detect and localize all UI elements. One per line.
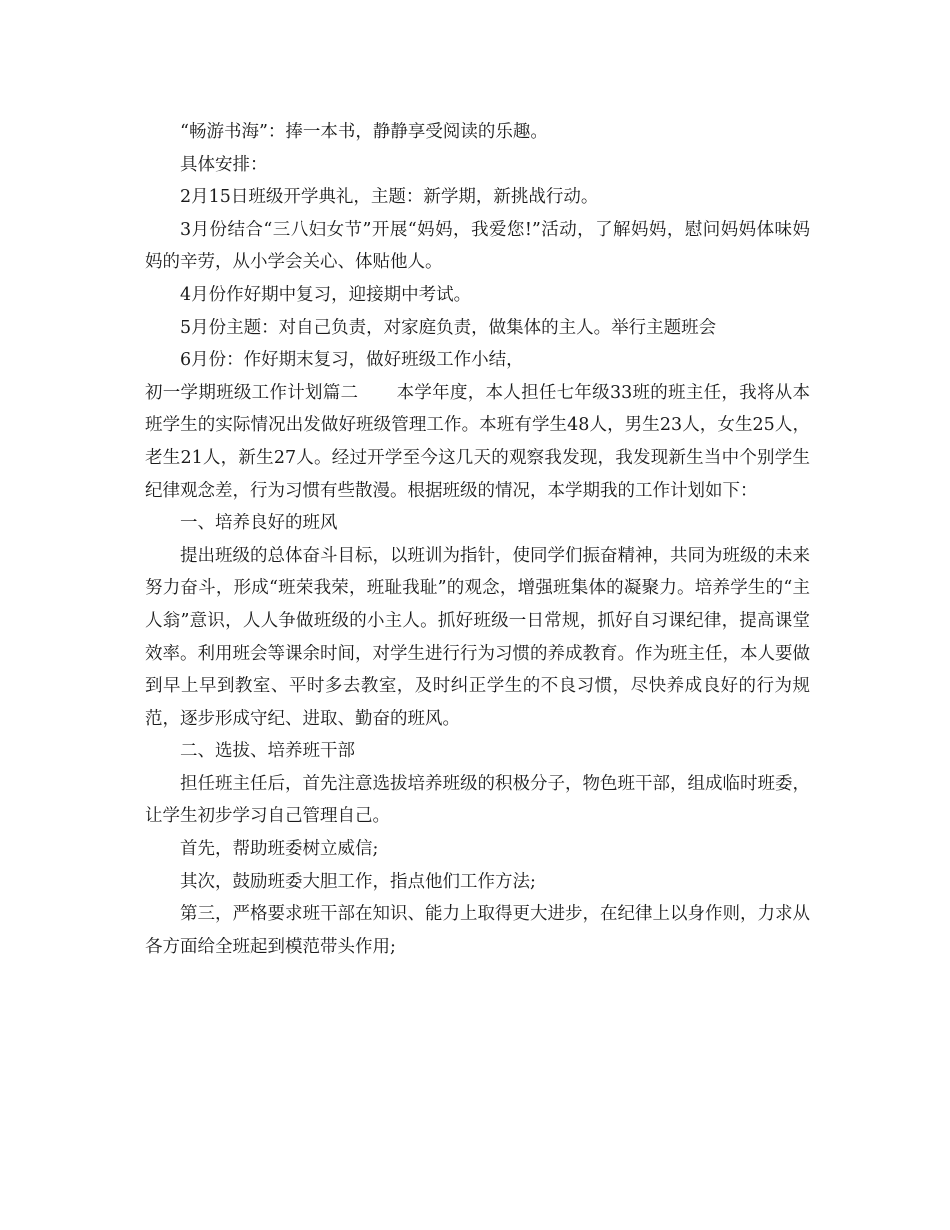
paragraph-april: 4月份作好期中复习，迎接期中考试。 [180,284,472,305]
heading-class-style: 一、培养良好的班风 [180,513,338,534]
section-title: 初一学期班级工作计划篇二 [145,382,359,403]
paragraph-first: 首先，帮助班委树立威信; [180,839,379,860]
paragraph-may: 5月份主题：对自己负责，对家庭负责，做集体的主人。举行主题班会 [180,317,717,338]
paragraph-third: 第三，严格要求班干部在知识、能力上取得更大进步，在纪律上以身作则，力求从各方面给全班起到模范带头作用; [145,904,810,957]
paragraph-june: 6月份：作好期末复习，做好班级工作小结， [180,350,524,371]
paragraph-february: 2月15日班级开学典礼，主题：新学期，新挑战行动。 [180,187,599,208]
paragraph-schedule-heading: 具体安排： [180,154,268,175]
paragraph-class-cadres: 担任班主任后，首先注意选拔培养班级的积极分子，物色班干部，组成临时班委，让学生初步学习自己管理自己。 [145,773,810,827]
paragraph-second: 其次，鼓励班委大胆工作，指点他们工作方法; [180,871,536,892]
paragraph-reading-activity: “畅游书海”：捧一本书，静静享受阅读的乐趣。 [180,122,548,142]
section-two-paragraph [145,377,810,507]
paragraph-class-style: 提出班级的总体奋斗目标，以班训为指针，使同学们振奋精神，共同为班级的未来努力奋斗，形成“班荣我荣，班耻我耻”的观念，增强班集体的凝聚力。培养学生的“主人翁”意识，人人争做班级的小主人。抓好班级一日常规，抓好自习课纪律，提高课堂效率。利用班会等课余时间，对学生进行行为习惯的养成教育。作为班主任，本人要做到早上早到教室、平时多去教室，及时纠正学生的不良习惯，尽快养成良好的行为规范，逐步形成守纪、进取、勤奋的班风。 [145,545,810,729]
document-body [145,116,810,963]
paragraph-march: 3月份结合“三八妇女节”开展“妈妈，我爱您!”活动，了解妈妈，慰问妈妈体味妈妈的辛劳，从小学会关心、体贴他人。 [145,219,810,273]
section-intro: 本学年度，本人担任七年级33班的班主任，我将从本班学生的实际情况出发做好班级管理工作。本班有学生48人，男生23人，女生25人，老生21人，新生27人。经过开学至今这几天的观察我发现，我发现新生当中个别学生纪律观念差，行为习惯有些散漫。根据班级的情况，本学期我的工作计划如下： [145,382,810,501]
heading-class-cadres: 二、选拔、培养班干部 [180,741,355,762]
